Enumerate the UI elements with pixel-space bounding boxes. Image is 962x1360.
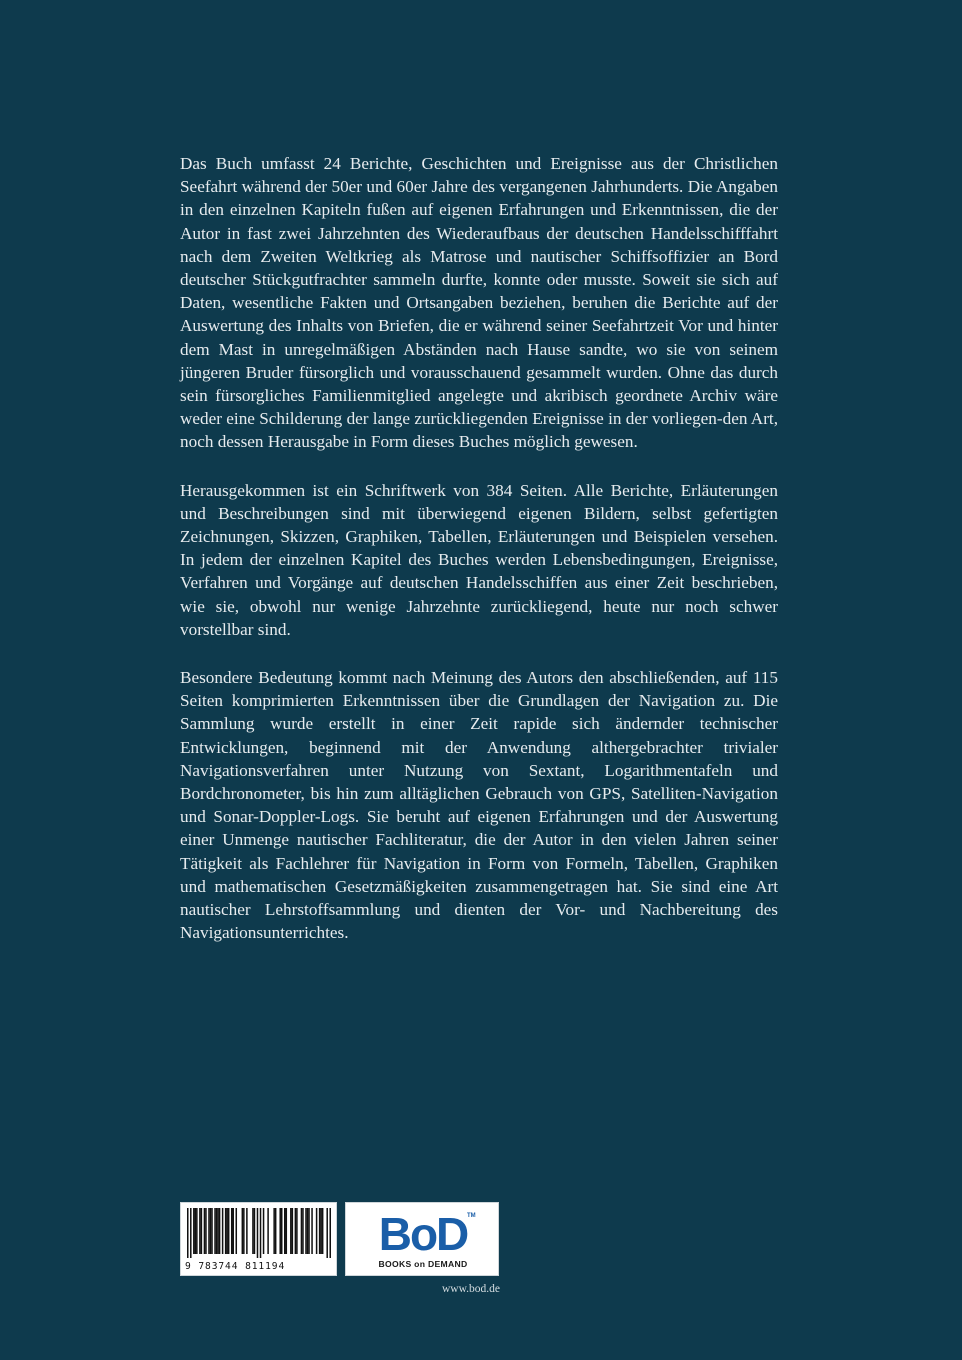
bod-logo-wordmark: BoD [378,1208,468,1260]
publisher-logo [345,1202,499,1276]
barcode-bar [216,1208,218,1254]
barcode-bar [290,1208,292,1254]
barcode-bar [195,1208,197,1254]
isbn-barcode [180,1202,337,1276]
barcode-bar [254,1208,256,1254]
barcode-bar [307,1208,309,1254]
barcode-bar [199,1208,201,1254]
barcode-bars [187,1208,331,1258]
barcode-bar [308,1208,310,1254]
barcode-bar [295,1208,297,1254]
barcode-bar [196,1208,198,1254]
barcode-bar [257,1208,259,1258]
barcode-bar [301,1208,303,1254]
barcode-bar [263,1208,265,1254]
barcode-bar [246,1208,248,1254]
barcode-bar [187,1208,189,1258]
barcode-bar [190,1208,192,1258]
barcode-bar [226,1208,228,1254]
barcode-bar [214,1208,216,1254]
barcode-bar [205,1208,207,1254]
barcode-bar [201,1208,203,1254]
barcode-bar [210,1208,212,1254]
barcode-bar [231,1208,233,1254]
bod-logo-trademark: TM [467,1213,476,1219]
barcode-bar [243,1208,245,1254]
barcode-bar [242,1208,244,1254]
barcode-bar [219,1208,221,1254]
barcode-bar [193,1208,195,1254]
barcode-bar [281,1208,283,1254]
barcode-bar [228,1208,230,1254]
barcode-bar [316,1208,318,1254]
blurb-paragraph-1: Das Buch umfasst 24 Berichte, Geschichten und Ereignisse aus der Christlichen Seefahrt während der 50er und 60er Jahre des vergangenen Jahrhunderts. Die Angaben in den einzelnen Kapiteln fußen auf eigenen Erfahrungen und Erkenntnissen, die der Autor in fast zwei Jahrzehnten des Wiederaufbaus der deutschen Handelsschifffahrt nach dem Zweiten Weltkrieg als Matrose und nautischer Schiffsoffizier an Bord deutscher Stückgutfrachter sammeln durfte, konnte oder musste. Soweit sie sich auf Daten, wesentliche Fakten und Ortsangaben beziehen, beruhen die Berichte auf der Auswertung des Inhalts von Briefen, die er während seiner Seefahrtzeit Vor und hinter dem Mast in unregelmäßigen Abständen nach Hause sandte, wo sie von seinem jüngeren Bruder fürsorglich und vorausschauend gesammelt wurden. Ohne das durch sein fürsorgliches Familienmitglied angelegte und akribisch geordnete Archiv wäre weder eine Schilderung der lange zurückliegenden Ereignisse in der vorliegen-den Art, noch dessen Herausgabe in Form dieses Buches möglich gewesen. [180,154,778,452]
barcode-bar [273,1208,275,1254]
barcode-bar [211,1208,213,1254]
barcode-bar [275,1208,277,1254]
barcode-bar [222,1208,224,1254]
barcode-bar [225,1208,227,1254]
barcode-bar [204,1208,206,1254]
barcode-bar [284,1208,286,1254]
barcode-bar [302,1208,304,1254]
barcode-bar [292,1208,294,1254]
publisher-website: www.bod.de [441,1283,500,1295]
barcode-bar [279,1208,281,1254]
barcode-bar [296,1208,298,1254]
barcode-bar [232,1208,234,1254]
blurb-paragraph-2: Herausgekommen ist ein Schriftwerk von 384 Seiten. Alle Berichte, Erläuterungen und Beschreibungen sind mit überwiegend eigenen Bildern, selbst gefertigten Zeichnungen, Skizzen, Graphiken, Tabellen, Erläuterungen und Beispielen versehen. In jedem der einzelnen Kapitel des Buches werden Lebensbedingungen, Ereignisse, Verfahren und Vorgänge auf deutschen Handelsschiffen aus einer Zeit beschrieben, wie sie, obwohl nur wenige Jahrzehnte zurückliegend, heute nur noch schwer vorstellbar sind. [180,480,778,639]
barcode-bar [217,1208,219,1254]
barcode-bar [320,1208,322,1254]
barcode-bar [322,1208,324,1254]
barcode-bar [236,1208,238,1254]
isbn-digits: 9 783744 811194 [185,1261,286,1272]
barcode-bar [267,1208,269,1254]
barcode-bar [260,1208,262,1258]
barcode-bar [305,1208,307,1254]
barcode-bar [319,1208,321,1254]
barcode-bar [286,1208,288,1254]
barcode-bar [326,1208,328,1258]
bod-logo-tagline: BOOKS on DEMAND [378,1259,468,1269]
barcode-bar [208,1208,210,1254]
barcode-bar [311,1208,313,1254]
barcode-bar [252,1208,254,1254]
barcode-bar [329,1208,331,1258]
blurb-paragraph-3: Besondere Bedeutung kommt nach Meinung des Autors den abschließenden, auf 115 Seiten komprimierten Erkenntnissen über die Grundlagen der Navigation zu. Die Sammlung wurde erstellt in einer Zeit rapide sich ändernder technischer Entwicklungen, beginnend mit der Anwendung althergebrachter trivialer Navigationsverfahren unter Nutzung von Sextant, Logarithmentafeln und Bordchronometer, bis hin zum alltäglichen Gebrauch von GPS, Satelliten-Navigation und Sonar-Doppler-Logs. Sie beruht auf eigenen Erfahrungen und der Auswertung einer Unmenge nautischer Fachliteratur, die der Autor in den vielen Jahren seiner Tätigkeit als Fachlehrer für Navigation in Form von Formeln, Tabellen, Graphiken und mathematischen Gesetzmäßigkeiten zusammengetragen hat. Sie sind eine Art nautischer Lehrstoffsammlung und dienten der Vor- und Nachbereitung des Navigationsunterrichtes. [180,668,778,943]
back-cover-blurb [180,152,778,970]
